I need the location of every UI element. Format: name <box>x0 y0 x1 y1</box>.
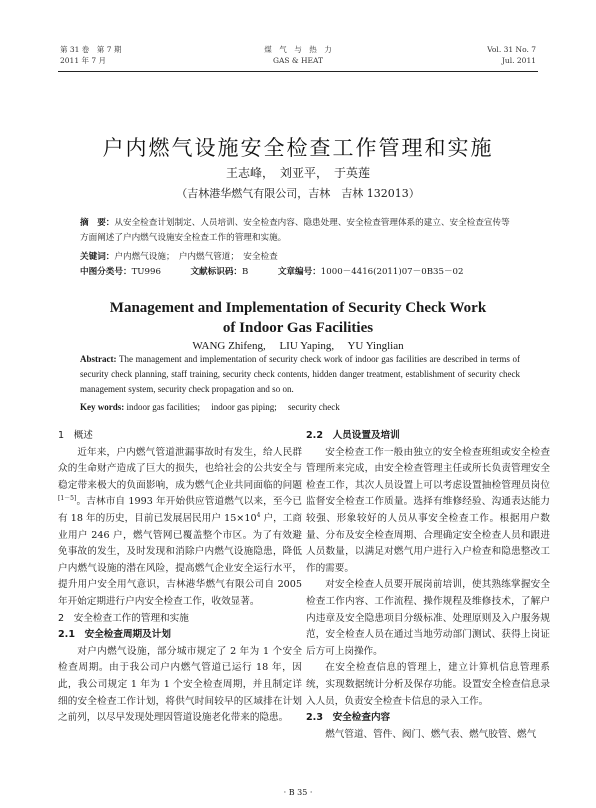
doc-code-label: 文献标识码： <box>190 267 243 277</box>
overview-text-a: 近年来，户内燃气管道泄漏事故时有发生，给人民群众的生命财产造成了巨大的损失，也给社会的公共安全与稳定带来极大的负面影响，成为燃气企业共同面临的问题 <box>58 446 302 491</box>
header-vol-no-en: Vol. 31 No. 7 <box>487 45 536 54</box>
keywords-cn-label: 关键词： <box>80 252 115 262</box>
article-no-label: 文章编号： <box>277 267 321 277</box>
header-rule <box>58 71 538 72</box>
paragraph-check-cycle: 对户内燃气设施，部分城市规定了 2 年为 1 个安全检查周期。由于我公司户内燃气管道已运行 18 年，因此，我公司规定 1 年为 1 个安全检查周期，并且制定详细的安全检查工作计划，将供气时间较早的区域排在计划之前列，以尽早发现处理因管道设施老化带来的隐患。 <box>58 645 302 724</box>
paper-title-cn: 户内燃气设施安全检查工作管理和实施 <box>102 136 494 160</box>
authors-cn: 王志峰， 刘亚平， 于英莲 <box>225 166 370 180</box>
authors-en: WANG Zhifeng, LIU Yaping, YU Yinglian <box>192 340 404 352</box>
abstract-cn <box>80 216 518 246</box>
keywords-cn-text: 户内燃气设施； 户内燃气管道； 安全检查 <box>114 252 278 262</box>
paper-title-en <box>0 298 596 338</box>
header-vol-en <box>487 44 536 66</box>
section-heading-2: 2 安全检查工作的管理和实施 <box>58 612 189 624</box>
section-heading-2-2: 2.2 人员设置及培训 <box>306 430 400 441</box>
body-right-column <box>306 428 550 743</box>
page-number: · B 35 · <box>283 788 313 797</box>
abstract-en-label: Abstract: <box>80 354 117 364</box>
body-left-column <box>58 428 302 727</box>
doc-code-value: B <box>242 267 249 277</box>
section-heading-1: 1 概述 <box>58 430 93 441</box>
article-no-value: 1000－4416(2011)07－0B35－02 <box>320 267 464 277</box>
overview-text-c: 户，工商业用户 246 户，燃气管网已覆盖整个市区。为了有效避免事故的发生，及时发现和消除户内燃气设施隐患，降低户内燃气设施的潜在风险，提高燃气企业安全运行水平，提升用户安全用气意识，吉林港华燃气有限公司自 2005 年开始定期进行户内安全检查工作，收效显著。 <box>58 512 302 607</box>
paragraph-training: 对安全检查人员要开展岗前培训，使其熟练掌握安全检查工作内容、工作流程、操作规程及维修技术，了解户内违章及安全隐患项目分级标准、处理原则及入户服务规范，安全检查人员在通过当地劳动部门测试、获得上岗证后方可上岗操作。 <box>306 579 550 657</box>
clc-label: 中图分类号： <box>80 267 132 277</box>
abstract-en <box>80 352 520 397</box>
header-date-en: Jul. 2011 <box>501 56 536 65</box>
abstract-cn-text: 从安全检查计划制定、人员培训、安全检查内容、隐患处理、安全检查管理体系的建立、安全检查宣传等方面阐述了户内燃气设施安全检查工作的管理和实施。 <box>80 218 510 243</box>
paper-title-en-line1: Management and Implementation of Security Check Work <box>109 300 487 316</box>
paragraph-staffing: 安全检查工作一般由独立的安全检查班组或安全检查管理所来完成，由安全检查管理主任或所长负责管理安全检查工作，其次人员设置上可以考虑设置抽检管理员岗位监督安全检查工作质量。选择有维修经验、沟通表达能力较强、形象较好的人员从事安全检查工作。根据用户数量、分布及安全检查周期、合理确定安全检查人员和跟进人员数量，以满足对燃气用户进行入户检查和隐患整改工作的需要。 <box>306 446 550 574</box>
overview-text-b: 。吉林市自 1993 年开始供应管道燃气以来，至今已有 18 年的历史，目前已发展居民用户 15×10 <box>58 496 302 524</box>
keywords-en-label: Key words: <box>80 402 125 412</box>
affiliation-cn: （吉林港华燃气有限公司，吉林 吉林 132013） <box>176 187 420 200</box>
citation-ref: [1－5] <box>58 495 77 503</box>
classification-line <box>80 265 518 280</box>
keywords-cn <box>80 250 518 265</box>
section-heading-2-1: 2.1 安全检查周期及计划 <box>58 629 171 641</box>
exponent: 4 <box>256 511 261 519</box>
header-volume-issue: 第 31 卷 第 7 期 <box>60 45 122 54</box>
header-date: 2011 年 7 月 <box>60 56 107 65</box>
header-journal-cn: 煤 气 与 热 力 <box>264 45 332 54</box>
paragraph-info-management: 在安全检查信息的管理上，建立计算机信息管理系统，实现数据统计分析及保存功能。设置安全检查信息录入人员，负责安全检查卡信息的录入工作。 <box>306 662 550 707</box>
paragraph-overview <box>58 445 302 611</box>
clc-value: TU996 <box>131 267 161 277</box>
paragraph-check-content: 燃气管道、管件、阀门、燃气表、燃气胶管、燃气 <box>325 728 537 740</box>
abstract-en-text: The management and implementation of security check work of indoor gas facilities are described in terms of security check planning, staff training, security check contents, hidden danger treatment, establishment of security check management system, security check propagation and so on. <box>80 354 520 394</box>
keywords-en <box>80 400 520 415</box>
abstract-cn-label: 摘 要： <box>80 218 115 228</box>
header-journal-en: GAS & HEAT <box>272 56 323 65</box>
keywords-en-text: indoor gas facilities; indoor gas piping; security check <box>126 402 340 412</box>
paper-title-en-line2: of Indoor Gas Facilities <box>222 320 374 336</box>
section-heading-2-3: 2.3 安全检查内容 <box>306 712 391 724</box>
